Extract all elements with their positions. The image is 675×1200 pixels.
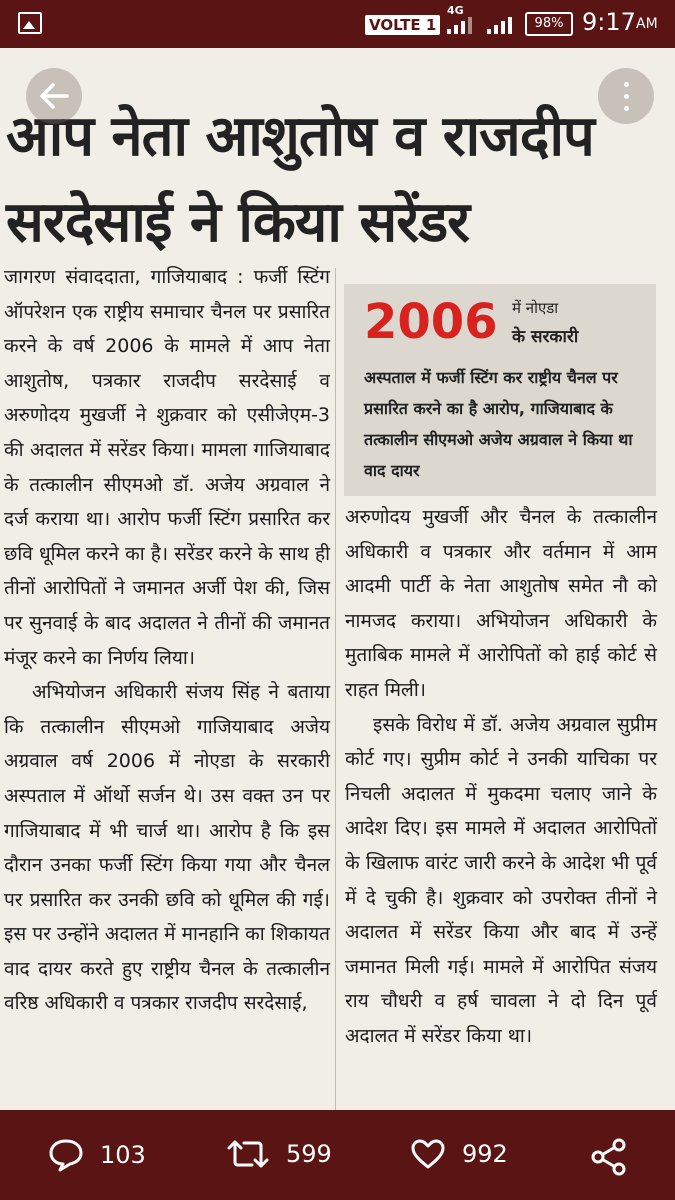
highlight-line-2: के सरकारी <box>512 327 579 347</box>
headline-line-1: आप नेता आशुतोष व राजदीप <box>6 104 594 169</box>
status-bar <box>0 0 675 48</box>
right-paragraph-1: अरुणोदय मुखर्जी और चैनल के तत्कालीन अधिकारी व पत्रकार और वर्तमान में आम आदमी पार्टी के नेता आशुतोष समेत नौ को नामजद कराया। अभियोजन अधिकारी के मुताबिक मामले में आरोपितों को हाई कोर्ट से राहत मिली। <box>345 506 657 701</box>
heart-icon <box>410 1138 446 1170</box>
retweet-icon <box>226 1138 270 1170</box>
battery-indicator: 98% <box>525 12 573 36</box>
left-paragraph-1: जागरण संवाददाता, गाजियाबाद : फर्जी स्टिंग ऑपरेशन एक राष्ट्रीय समाचार चैनल पर प्रसारित करने के वर्ष 2006 के मामले में आप नेता आशुतोष, पत्रकार राजदीप सरदेसाई व अरुणोदय मुखर्जी ने शुक्रवार को एसीजेएम-3 की अदालत में सरेंडर किया। मामला गाजियाबाद के तत्कालीन सीएमओ डॉ. अजेय अग्रवाल ने दर्ज कराया था। आरोप फर्जी स्टिंग प्रसारित कर छवि धूमिल करने का है। सरेंडर करने के साथ ही तीनों आरोपितों ने जमानत अर्जी पेश की, जिस पर सुनवाई के बाद अदालत ने तीनों की जमानत मंजूर करने का निर्णय लिया। <box>4 266 330 669</box>
volte-indicator: VOLTE 1 <box>365 15 440 35</box>
headline-line-2: सरदेसाई ने किया सरेंडर <box>6 190 470 255</box>
highlight-line-1: में नोएडा <box>512 299 559 317</box>
retweet-count: 599 <box>286 1140 332 1168</box>
more-dot-icon <box>624 94 629 99</box>
left-paragraph-2: अभियोजन अधिकारी संजय सिंह ने बताया कि तत्कालीन सीएमओ गाजियाबाद अजेय अग्रवाल वर्ष 2006 में नोएडा के सरकारी अस्पताल में ऑर्थो सर्जन थे। उस वक्त उन पर गाजियाबाद में भी चार्ज था। आरोप है कि इस दौरान उनका फर्जी स्टिंग किया गया और चैनल पर प्रसारित कर उनकी छवि को धूमिल की गई। इस पर उन्होंने अदालत में मानहानि का शिकायत वाद दायर करते हुए राष्ट्रीय चैनल के तत्कालीन वरिष्ठ अधिकारी व पत्रकार राजदीप सरदेसाई, <box>4 681 330 1015</box>
news-clipping-image <box>0 48 675 1110</box>
more-dot-icon <box>624 106 629 111</box>
network-type: 4G <box>447 4 464 17</box>
reply-icon <box>48 1138 84 1172</box>
reply-button[interactable] <box>48 1138 146 1172</box>
more-options-button[interactable] <box>598 68 654 124</box>
article-left-column <box>4 260 330 1021</box>
retweet-button[interactable] <box>226 1138 332 1170</box>
like-button[interactable] <box>410 1138 508 1170</box>
back-button[interactable] <box>26 68 82 124</box>
like-count: 992 <box>462 1140 508 1168</box>
headline <box>6 94 674 266</box>
signal-icon-2 <box>487 14 512 34</box>
share-icon <box>590 1138 628 1176</box>
highlight-body: अस्पताल में फर्जी स्टिंग कर राष्ट्रीय चैनल पर प्रसारित करने का है आरोप, गाजियाबाद के तत्कालीन सीएमओ अजेय अग्रवाल ने किया था वाद दायर <box>364 368 633 480</box>
more-dot-icon <box>624 82 629 87</box>
signal-icon <box>447 14 472 34</box>
article-right-column <box>345 500 657 1054</box>
right-paragraph-2: इसके विरोध में डॉ. अजेय अग्रवाल सुप्रीम कोर्ट गए। सुप्रीम कोर्ट ने उनकी याचिका पर निचली अदालत में मुकदमा चलाए जाने के आदेश दिए। इस मामले में अदालत आरोपितों के खिलाफ वारंट जारी करने के आदेश भी पूर्व में दे चुकी है। शुक्रवार को उपरोक्त तीनों ने अदालत में सरेंडर किया और बाद में उन्हें जमानत मिली गई। मामले में आरोपित संजय राय चौधरी व हर्ष चावला ने दो दिन पूर्व अदालत में सरेंडर किया था। <box>345 713 657 1047</box>
action-bar <box>0 1110 675 1200</box>
gallery-icon <box>18 12 42 34</box>
highlight-box <box>344 284 656 496</box>
reply-count: 103 <box>100 1141 146 1169</box>
arrow-left-icon <box>39 83 69 109</box>
clock: 9:17 <box>582 8 636 36</box>
highlight-year: 2006 <box>364 294 498 350</box>
share-button[interactable] <box>590 1138 628 1176</box>
column-divider <box>335 268 336 1110</box>
clock-ampm: AM <box>636 16 658 32</box>
